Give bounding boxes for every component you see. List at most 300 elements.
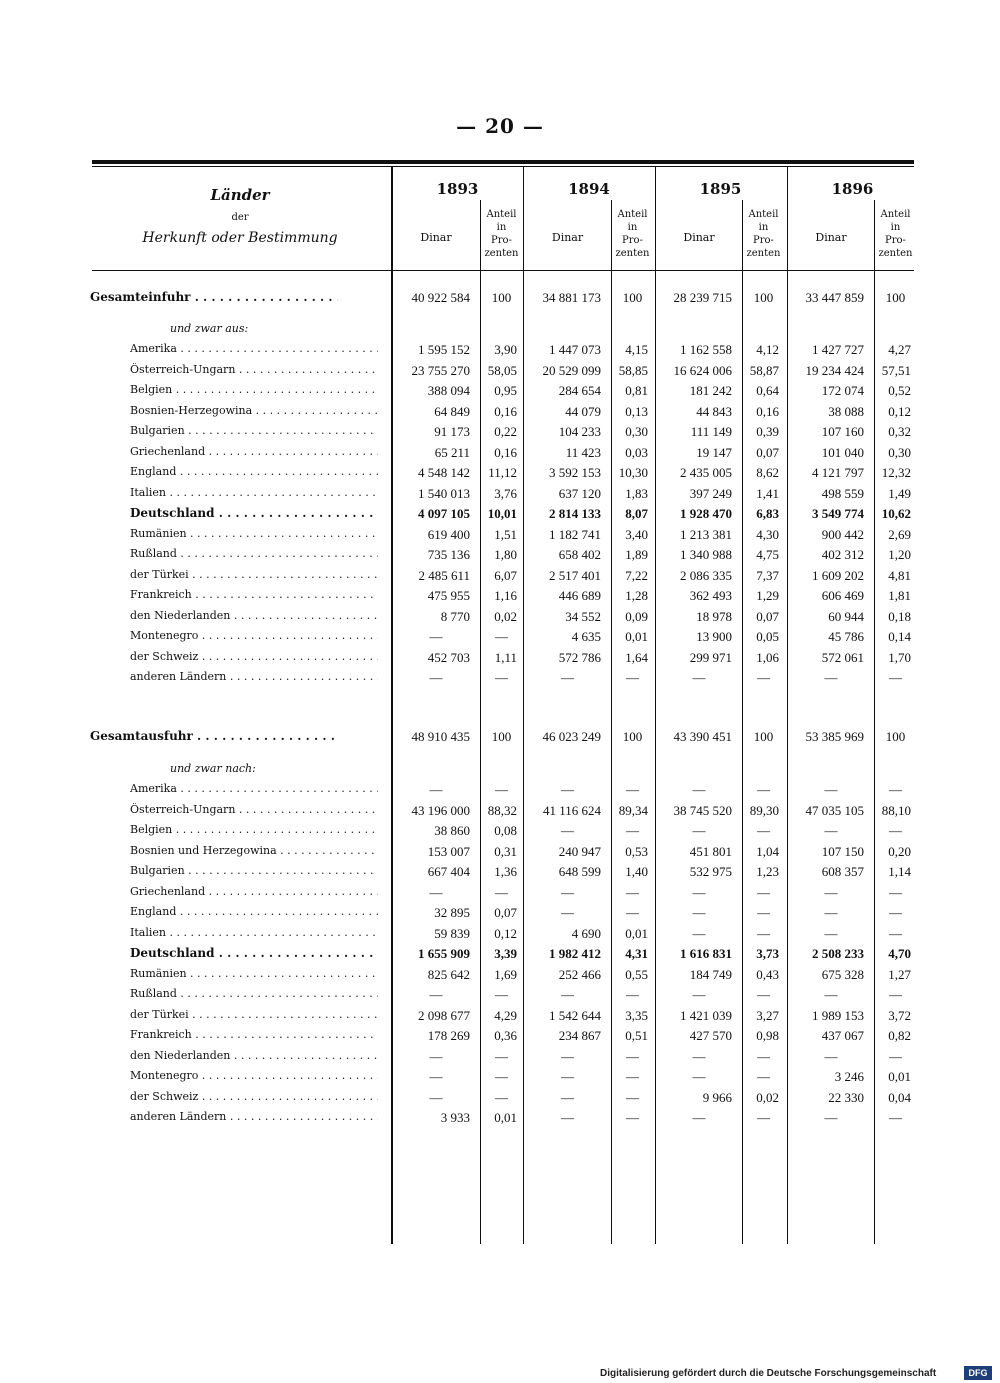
value-cell: 23 755 270	[411, 362, 470, 378]
share-cell: 57,51	[881, 362, 911, 378]
value-cell: —	[824, 670, 838, 685]
share-cell: 100	[885, 290, 906, 305]
share-cell: 3,40	[625, 526, 648, 542]
share-cell: 0,53	[625, 843, 648, 859]
share-cell: 1,06	[756, 649, 779, 665]
country-header-sub: der	[231, 212, 249, 223]
share-cell: 1,14	[888, 864, 911, 879]
country-label: Gesamtausfuhr . . .	[90, 729, 338, 743]
share-cell: 88,10	[881, 802, 911, 818]
table-row	[0, 609, 1000, 629]
value-cell: 388 094	[427, 383, 470, 398]
share-cell: 3,35	[625, 1007, 648, 1023]
year-header: 1894	[568, 180, 610, 198]
table-row	[0, 885, 1000, 905]
value-cell: 45 786	[828, 629, 864, 644]
share-cell: 0,01	[494, 1110, 517, 1125]
country-label: den Niederlanden . . .	[130, 1049, 378, 1062]
value-cell: 1 989 153	[812, 1007, 864, 1023]
share-cell: 0,07	[756, 608, 779, 624]
share-cell: 0,04	[888, 1089, 911, 1105]
table-row	[0, 946, 1000, 966]
table-row	[0, 424, 1000, 444]
value-cell: 572 786	[558, 649, 601, 665]
value-cell: 44 079	[565, 403, 601, 419]
year-header: 1895	[699, 180, 742, 198]
value-cell: —	[561, 823, 574, 838]
value-cell: 1 162 558	[680, 342, 732, 357]
value-cell: —	[824, 905, 838, 920]
value-cell: —	[692, 884, 706, 900]
share-cell: —	[626, 670, 639, 685]
value-column-label: Dinar	[420, 231, 452, 244]
value-column-label: Dinar	[683, 231, 715, 244]
country-label: Gesamteinfuhr . . .	[90, 290, 338, 304]
share-cell: 1,51	[494, 526, 517, 542]
share-cell: 3,73	[756, 946, 779, 961]
country-label: England . . .	[130, 465, 378, 478]
share-cell: 1,70	[888, 649, 911, 665]
share-cell: 1,27	[888, 966, 911, 982]
value-cell: —	[692, 1069, 706, 1084]
share-cell: —	[495, 670, 508, 685]
country-label: den Niederlanden . . .	[130, 609, 378, 622]
share-cell: 7,22	[625, 567, 648, 583]
share-cell: 12,32	[881, 465, 911, 480]
share-cell: 8,62	[756, 465, 779, 480]
value-cell: —	[429, 987, 443, 1002]
value-cell: 1 595 152	[418, 342, 470, 357]
country-label: Griechenland . . .	[130, 445, 378, 458]
value-cell: 452 703	[427, 649, 470, 665]
country-label: Rumänien . . .	[130, 967, 378, 980]
share-cell: 1,40	[625, 864, 648, 879]
value-cell: —	[429, 782, 443, 797]
share-cell: 58,05	[487, 362, 517, 378]
share-cell: —	[757, 823, 770, 838]
year-header: 1893	[436, 180, 479, 198]
share-cell: —	[626, 1110, 639, 1125]
country-label: Frankreich . . .	[130, 588, 378, 601]
value-cell: 60 944	[828, 608, 864, 624]
value-cell: 2 435 005	[680, 465, 732, 480]
country-label: Montenegro . . .	[130, 629, 378, 642]
table-row	[0, 987, 1000, 1007]
share-cell: 0,03	[625, 444, 648, 460]
value-cell: 38 088	[828, 403, 864, 419]
country-label: Belgien . . .	[130, 823, 378, 836]
value-cell: —	[824, 884, 838, 900]
value-cell: 299 971	[689, 649, 732, 665]
value-cell: 619 400	[427, 526, 470, 542]
country-label: Italien . . .	[130, 486, 378, 499]
share-column-label: Pro-	[491, 235, 512, 246]
share-cell: 0,36	[494, 1028, 517, 1043]
share-column-label: zenten	[746, 248, 781, 259]
share-cell: 1,20	[888, 547, 911, 562]
page-number: — 20 —	[456, 114, 544, 138]
share-cell: 0,02	[756, 1089, 779, 1105]
table-row	[0, 1069, 1000, 1089]
country-label: Deutschland . . .	[130, 946, 378, 960]
value-cell: 1 447 073	[549, 342, 601, 357]
value-cell: 4 635	[571, 629, 601, 644]
table-row	[0, 383, 1000, 403]
country-label: Rumänien . . .	[130, 527, 378, 540]
share-cell: 1,69	[494, 966, 517, 982]
value-cell: 11 423	[565, 444, 601, 460]
share-column-label: in	[890, 222, 901, 233]
value-cell: 3 933	[440, 1110, 470, 1125]
table-row	[0, 864, 1000, 884]
table-row	[0, 363, 1000, 383]
country-label: Amerika . . .	[130, 342, 378, 355]
value-column-label: Dinar	[551, 231, 584, 244]
share-cell: 0,82	[888, 1028, 911, 1043]
value-cell: —	[561, 670, 574, 685]
table-row	[0, 967, 1000, 987]
table-row	[0, 465, 1000, 485]
value-cell: 43 196 000	[411, 802, 470, 818]
value-cell: —	[429, 670, 443, 685]
value-cell: 2 098 677	[418, 1007, 470, 1023]
value-cell: 735 136	[427, 547, 470, 562]
value-cell: 2 086 335	[680, 567, 732, 583]
value-cell: 658 402	[558, 547, 601, 562]
share-cell: —	[889, 823, 902, 838]
share-cell: 4,75	[756, 547, 779, 562]
country-label: anderen Ländern . . .	[130, 670, 378, 683]
share-cell: 0,01	[625, 629, 648, 644]
share-cell: 6,07	[494, 567, 517, 583]
value-cell: 1 542 644	[549, 1007, 601, 1023]
value-cell: 1 616 831	[680, 946, 732, 961]
table-row	[0, 823, 1000, 843]
value-cell: 284 654	[558, 383, 601, 398]
share-cell: 100	[753, 290, 774, 305]
country-label: Rußland . . .	[130, 547, 378, 560]
table-row	[0, 588, 1000, 608]
share-column-label: Pro-	[622, 235, 643, 246]
share-cell: —	[495, 782, 508, 797]
share-cell: —	[757, 905, 770, 920]
value-cell: 252 466	[558, 966, 601, 982]
table-row	[0, 1110, 1000, 1130]
value-cell: 153 007	[427, 843, 470, 859]
header-rule	[92, 270, 914, 271]
value-cell: 38 745 520	[673, 802, 732, 818]
table-row	[0, 782, 1000, 802]
table-row	[0, 650, 1000, 670]
value-cell: 28 239 715	[673, 290, 732, 305]
value-cell: 234 867	[558, 1028, 601, 1043]
value-cell: 91 173	[434, 424, 470, 439]
share-cell: —	[495, 629, 508, 644]
share-cell: 1,83	[625, 485, 648, 501]
value-cell: 825 642	[427, 966, 470, 982]
share-cell: 0,05	[756, 629, 779, 644]
value-cell: 397 249	[689, 485, 732, 501]
top-rule	[92, 160, 914, 164]
country-header-title: Länder	[210, 186, 270, 204]
share-cell: 89,34	[618, 802, 648, 818]
value-cell: 572 061	[821, 649, 864, 665]
share-cell: —	[757, 670, 770, 685]
share-cell: —	[889, 925, 902, 941]
share-cell: 1,04	[756, 843, 779, 859]
value-cell: 41 116 624	[542, 802, 601, 818]
table-row	[0, 547, 1000, 567]
share-cell: 0,12	[888, 403, 911, 419]
value-cell: —	[429, 884, 443, 900]
country-label: Bosnien und Herzegowina . . .	[130, 844, 378, 857]
value-cell: 33 447 859	[805, 290, 864, 305]
value-cell: 34 881 173	[542, 290, 601, 305]
value-cell: 64 849	[434, 403, 470, 419]
share-cell: 88,32	[487, 802, 517, 818]
share-cell: 7,37	[756, 567, 779, 583]
value-cell: 900 442	[821, 526, 864, 542]
country-label: Bulgarien . . .	[130, 864, 378, 877]
share-cell: 3,27	[756, 1007, 779, 1023]
value-cell: —	[429, 1089, 443, 1105]
share-cell: 10,30	[618, 465, 648, 480]
value-cell: 4 548 142	[418, 465, 470, 480]
share-cell: 6,83	[756, 506, 779, 521]
share-cell: —	[495, 987, 508, 1002]
value-cell: —	[561, 1069, 574, 1084]
share-cell: 1,23	[756, 864, 779, 879]
value-cell: 46 023 249	[542, 729, 601, 744]
share-cell: 1,80	[494, 547, 517, 562]
share-cell: 1,28	[625, 588, 648, 603]
share-cell: —	[889, 987, 902, 1002]
value-cell: 65 211	[434, 444, 470, 460]
value-cell: 40 922 584	[411, 290, 470, 305]
share-cell: 0,16	[494, 444, 517, 460]
value-cell: —	[429, 1048, 443, 1064]
country-label: Montenegro . . .	[130, 1069, 378, 1082]
country-label: Griechenland . . .	[130, 885, 378, 898]
share-cell: —	[757, 987, 770, 1002]
share-cell: 10,01	[487, 506, 517, 521]
section-intro: und zwar nach:	[170, 762, 256, 775]
table-row	[0, 926, 1000, 946]
value-cell: 1 182 741	[549, 526, 601, 542]
value-cell: 2 508 233	[812, 946, 864, 961]
share-column-label: zenten	[878, 248, 913, 259]
value-cell: 38 860	[434, 823, 470, 838]
share-cell: 100	[753, 729, 774, 744]
share-column-label: zenten	[484, 248, 519, 259]
value-cell: 53 385 969	[805, 729, 864, 744]
country-label: Bulgarien . . .	[130, 424, 378, 437]
share-cell: 3,76	[494, 485, 517, 501]
share-cell: 0,16	[494, 403, 517, 419]
share-cell: 4,27	[888, 342, 911, 357]
value-cell: 3 592 153	[549, 465, 601, 480]
value-cell: 34 552	[565, 608, 601, 624]
year-header: 1896	[831, 180, 874, 198]
share-cell: 100	[491, 729, 512, 744]
share-cell: 0,08	[494, 823, 517, 838]
share-cell: 0,13	[625, 403, 648, 419]
share-column-label: zenten	[615, 248, 650, 259]
share-cell: 0,07	[494, 905, 517, 920]
value-cell: 648 599	[558, 864, 601, 879]
value-cell: —	[561, 987, 574, 1002]
share-cell: 10,62	[881, 506, 911, 521]
share-column-label: Anteil	[617, 209, 648, 220]
country-label: Amerika . . .	[130, 782, 378, 795]
table-row	[0, 486, 1000, 506]
value-cell: 47 035 105	[805, 802, 864, 818]
value-cell: —	[824, 1110, 838, 1125]
share-column-label: Pro-	[885, 235, 906, 246]
value-cell: 1 421 039	[680, 1007, 732, 1023]
value-cell: 240 947	[558, 843, 601, 859]
share-cell: 2,69	[888, 526, 911, 542]
share-cell: 1,36	[494, 864, 517, 879]
value-cell: 22 330	[828, 1089, 864, 1105]
value-cell: 107 160	[821, 424, 864, 439]
share-cell: 3,72	[888, 1007, 911, 1023]
share-cell: —	[757, 925, 770, 941]
value-cell: 20 529 099	[542, 362, 601, 378]
share-cell: 0,22	[494, 424, 517, 439]
share-cell: —	[757, 1048, 770, 1064]
value-cell: —	[429, 629, 443, 644]
share-column-label: in	[496, 222, 507, 233]
value-cell: —	[561, 905, 574, 920]
value-cell: 1 540 013	[418, 485, 470, 501]
value-cell: —	[692, 925, 706, 941]
table-row	[0, 568, 1000, 588]
table-row	[0, 1028, 1000, 1048]
share-cell: 0,16	[756, 403, 779, 419]
share-column-label: in	[627, 222, 638, 233]
share-cell: —	[626, 782, 639, 797]
value-cell: 16 624 006	[673, 362, 732, 378]
share-cell: 4,12	[756, 342, 779, 357]
value-cell: —	[561, 1089, 574, 1105]
share-cell: 0,07	[756, 444, 779, 460]
share-cell: 0,14	[888, 629, 911, 644]
table-row	[0, 1090, 1000, 1110]
share-cell: 100	[622, 290, 643, 305]
value-cell: 101 040	[821, 444, 864, 460]
value-cell: 178 269	[427, 1028, 470, 1043]
share-column-label: Anteil	[880, 209, 911, 220]
share-cell: 100	[491, 290, 512, 305]
value-cell: 1 213 381	[680, 526, 732, 542]
value-cell: 451 801	[689, 843, 732, 859]
value-cell: 1 982 412	[549, 946, 601, 961]
share-cell: 0,64	[756, 383, 779, 398]
share-column-label: Anteil	[486, 209, 517, 220]
value-cell: 4 690	[571, 925, 601, 941]
total-row	[0, 290, 1000, 310]
value-cell: —	[824, 925, 838, 941]
share-cell: —	[495, 1089, 508, 1105]
value-cell: 3 246	[834, 1069, 864, 1084]
value-cell: 19 147	[696, 444, 732, 460]
value-cell: 181 242	[689, 383, 732, 398]
share-cell: 4,29	[494, 1007, 517, 1023]
section-intro: und zwar aus:	[170, 322, 249, 335]
share-cell: —	[889, 884, 902, 900]
value-cell: 4 097 105	[418, 506, 470, 521]
value-cell: 3 549 774	[812, 506, 864, 521]
share-cell: 89,30	[749, 802, 779, 818]
value-cell: 2 485 611	[418, 567, 470, 583]
country-header-origin: Herkunft oder Bestimmung	[142, 230, 338, 246]
share-cell: 0,43	[756, 966, 779, 982]
country-label: Österreich-Ungarn . . .	[130, 363, 378, 376]
share-cell: 1,11	[494, 649, 517, 665]
value-cell: 184 749	[689, 966, 732, 982]
country-label: der Türkei . . .	[130, 1008, 378, 1021]
share-cell: 0,31	[494, 843, 517, 859]
value-cell: 1 928 470	[680, 506, 732, 521]
share-cell: 0,30	[625, 424, 648, 439]
value-cell: 1 427 727	[812, 342, 864, 357]
dfg-logo: DFG	[964, 1366, 992, 1380]
value-cell: 606 469	[821, 588, 864, 603]
share-cell: 1,81	[888, 588, 911, 603]
country-label: der Schweiz . . .	[130, 1090, 378, 1103]
value-cell: 1 655 909	[418, 946, 470, 961]
table-row	[0, 342, 1000, 362]
country-label: Rußland . . .	[130, 987, 378, 1000]
value-cell: 111 149	[690, 424, 732, 439]
country-label: Österreich-Ungarn . . .	[130, 803, 378, 816]
value-cell: 402 312	[821, 547, 864, 562]
share-cell: 0,51	[625, 1028, 648, 1043]
value-cell: —	[561, 884, 574, 900]
share-cell: 0,95	[494, 383, 517, 398]
share-cell: —	[757, 782, 770, 797]
total-row	[0, 729, 1000, 749]
value-cell: —	[429, 1069, 443, 1084]
share-column-label: Anteil	[748, 209, 779, 220]
share-cell: 0,20	[888, 843, 911, 859]
table-row	[0, 1049, 1000, 1069]
value-cell: 1 340 988	[680, 547, 732, 562]
table-row	[0, 527, 1000, 547]
share-cell: —	[626, 1089, 639, 1105]
share-cell: 4,70	[888, 946, 911, 961]
top-rule-thin	[92, 166, 914, 167]
value-cell: —	[824, 987, 838, 1002]
share-cell: 4,31	[625, 946, 648, 961]
share-cell: —	[495, 1048, 508, 1064]
table-row	[0, 803, 1000, 823]
value-cell: 59 839	[434, 925, 470, 941]
country-label: Belgien . . .	[130, 383, 378, 396]
value-cell: 2 814 133	[549, 506, 601, 521]
footer-credit: Digitalisierung gefördert durch die Deutsche Forschungsgemeinschaft	[600, 1368, 937, 1379]
share-cell: —	[889, 905, 902, 920]
share-cell: 0,09	[625, 608, 648, 624]
share-cell: 0,98	[756, 1028, 779, 1043]
table-row	[0, 844, 1000, 864]
value-cell: 104 233	[558, 424, 601, 439]
share-column-label: in	[758, 222, 769, 233]
value-cell: 637 120	[558, 485, 601, 501]
value-cell: 667 404	[427, 864, 470, 879]
share-cell: 8,07	[625, 506, 648, 521]
